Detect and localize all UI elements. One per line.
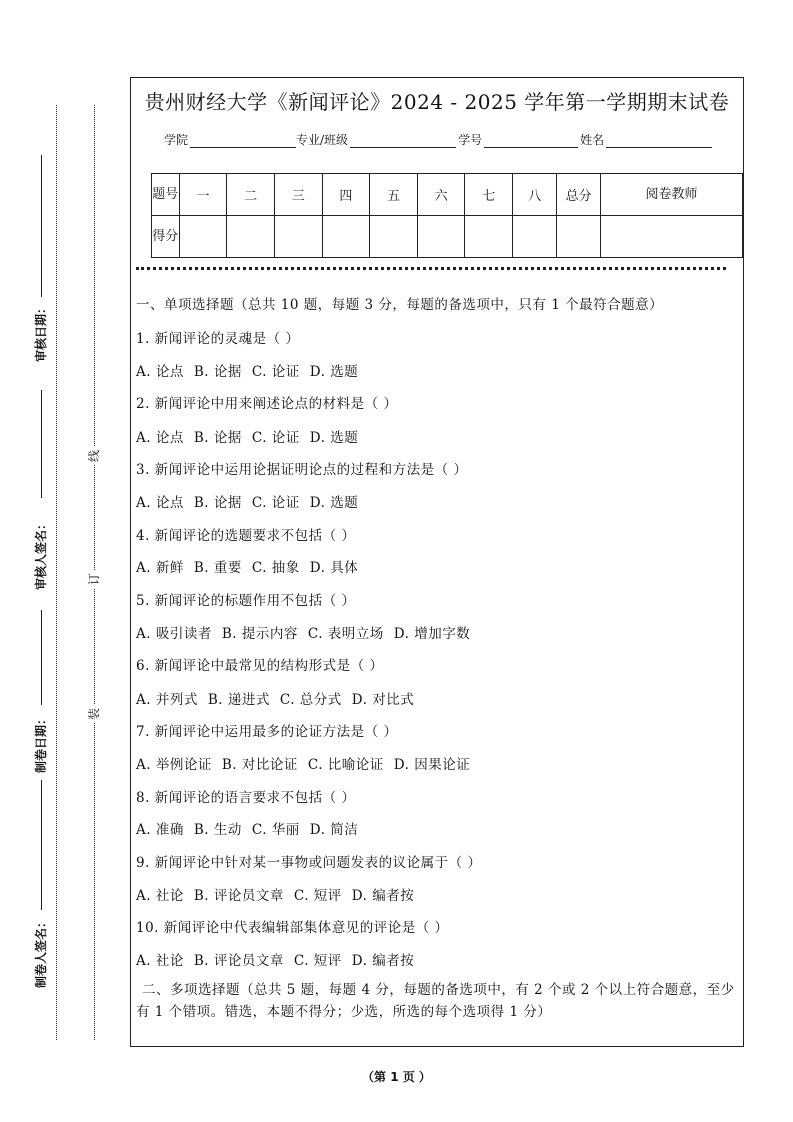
name-blank[interactable] (606, 133, 712, 148)
score-table-header-row (152, 174, 743, 216)
option-a: A. 新鲜 (136, 560, 184, 576)
major-class-blank[interactable] (350, 133, 456, 148)
exam-title: 贵州财经大学《新闻评论》2024 - 2025 学年第一学期期末试卷 (144, 90, 730, 114)
option-b: B. 论据 (193, 364, 242, 380)
option-b: B. 评论员文章 (193, 953, 284, 969)
option-c: C. 论证 (251, 430, 300, 446)
options-4 (136, 556, 368, 576)
col-6: 六 (417, 174, 465, 216)
question-number-label: 题号 (152, 174, 180, 216)
binding-char-line: 线 (85, 447, 103, 465)
option-a: A. 论点 (136, 430, 184, 446)
option-a: A. 论点 (136, 495, 184, 511)
option-d: D. 因果论证 (393, 757, 471, 773)
name-label: 姓名 (580, 133, 605, 147)
section1-header: 一、单项选择题（总共 10 题，每题 3 分，每题的备选项中，只有 1 个最符合题意） (136, 297, 664, 313)
options-9 (136, 884, 424, 904)
col-8: 八 (513, 174, 557, 216)
option-c: C. 论证 (251, 495, 300, 511)
reviewer-signature-blank[interactable] (41, 390, 42, 498)
option-d: D. 具体 (309, 560, 359, 576)
option-c: C. 比喻论证 (307, 757, 384, 773)
score-cell-6[interactable] (417, 216, 465, 258)
score-cell-grader[interactable] (601, 216, 743, 258)
option-c: C. 短评 (293, 888, 342, 904)
question-1: 1. 新闻评论的灵魂是（ ） (136, 331, 300, 347)
option-c: C. 总分式 (279, 692, 342, 708)
student-info-row (164, 131, 712, 148)
student-id-label: 学号 (458, 133, 483, 147)
major-class-label: 专业/班级 (296, 133, 349, 147)
option-b: B. 重要 (193, 560, 242, 576)
question-4: 4. 新闻评论的选题要求不包括（ ） (136, 528, 356, 544)
question-7: 7. 新闻评论中运用最多的论证方法是（ ） (136, 724, 398, 740)
score-label: 得分 (152, 216, 180, 258)
question-6: 6. 新闻评论中最常见的结构形式是（ ） (136, 658, 384, 674)
score-cell-1[interactable] (179, 216, 227, 258)
score-cell-3[interactable] (274, 216, 322, 258)
score-cell-8[interactable] (513, 216, 557, 258)
options-10 (136, 949, 424, 969)
preparer-signature-blank[interactable] (41, 780, 42, 910)
option-b: B. 递进式 (207, 692, 270, 708)
option-d: D. 选题 (309, 364, 359, 380)
option-c: C. 华丽 (251, 822, 300, 838)
option-b: B. 生动 (193, 822, 242, 838)
question-8: 8. 新闻评论的语言要求不包括（ ） (136, 790, 356, 806)
option-a: A. 举例论证 (136, 757, 212, 773)
student-id-blank[interactable] (484, 133, 578, 148)
options-6 (136, 688, 424, 708)
col-1: 一 (179, 174, 227, 216)
option-d: D. 增加字数 (393, 626, 471, 642)
col-3: 三 (274, 174, 322, 216)
prepare-date-blank[interactable] (41, 610, 42, 705)
options-8 (136, 818, 368, 838)
options-1 (136, 360, 368, 380)
option-a: A. 准确 (136, 822, 184, 838)
col-grader: 阅卷教师 (601, 174, 743, 216)
dotted-divider (136, 267, 726, 270)
score-cell-total[interactable] (557, 216, 601, 258)
question-5: 5. 新闻评论的标题作用不包括（ ） (136, 593, 356, 609)
outer-dotted-line (56, 105, 57, 1040)
option-d: D. 编者按 (351, 953, 415, 969)
option-a: A. 并列式 (136, 692, 198, 708)
option-b: B. 提示内容 (221, 626, 298, 642)
option-d: D. 选题 (309, 430, 359, 446)
option-c: C. 表明立场 (307, 626, 384, 642)
page-number: （第 1 页 ） (362, 1070, 431, 1084)
score-table-score-row (152, 216, 743, 258)
col-2: 二 (227, 174, 275, 216)
question-2: 2. 新闻评论中用来阐述论点的材料是（ ） (136, 396, 398, 412)
options-2 (136, 426, 368, 446)
binding-char-ding: 订 (85, 570, 103, 588)
review-date-blank[interactable] (41, 155, 42, 297)
review-date-label: 审核日期： (34, 301, 48, 362)
exam-frame (130, 77, 744, 1047)
option-c: C. 论证 (251, 364, 300, 380)
option-a: A. 社论 (136, 953, 184, 969)
college-blank[interactable] (190, 133, 296, 148)
score-cell-7[interactable] (465, 216, 513, 258)
col-5: 五 (370, 174, 418, 216)
score-table (151, 173, 743, 258)
preparer-signature-label: 制卷人签名： (34, 915, 48, 988)
binding-char-zhuang: 装 (85, 705, 103, 723)
option-a: A. 论点 (136, 364, 184, 380)
reviewer-signature-label: 审核人签名： (34, 517, 48, 590)
score-cell-4[interactable] (322, 216, 370, 258)
question-9: 9. 新闻评论中针对某一事物或问题发表的议论属于（ ） (136, 855, 482, 871)
score-cell-5[interactable] (370, 216, 418, 258)
option-a: A. 吸引读者 (136, 626, 212, 642)
options-5 (136, 622, 480, 642)
options-7 (136, 753, 480, 773)
section2-header: 二、多项选择题（总共 5 题，每题 4 分，每题的备选项中，有 2 个或 2 个以上符合题意，至少有 1 个错项。错选，本题不得分；少选，所选的每个选项得 1 分） (136, 982, 735, 1020)
college-label: 学院 (164, 133, 189, 147)
question-10: 10. 新闻评论中代表编辑部集体意见的评论是（ ） (136, 920, 449, 936)
option-d: D. 对比式 (351, 692, 415, 708)
option-d: D. 编者按 (351, 888, 415, 904)
prepare-date-label: 制卷日期： (34, 712, 48, 773)
options-3 (136, 491, 368, 511)
question-3: 3. 新闻评论中运用论据证明论点的过程和方法是（ ） (136, 462, 468, 478)
col-7: 七 (465, 174, 513, 216)
option-d: D. 简洁 (309, 822, 359, 838)
option-b: B. 论据 (193, 430, 242, 446)
option-a: A. 社论 (136, 888, 184, 904)
option-c: C. 抽象 (251, 560, 300, 576)
score-cell-2[interactable] (227, 216, 275, 258)
option-b: B. 论据 (193, 495, 242, 511)
option-b: B. 评论员文章 (193, 888, 284, 904)
option-c: C. 短评 (293, 953, 342, 969)
col-4: 四 (322, 174, 370, 216)
option-d: D. 选题 (309, 495, 359, 511)
option-b: B. 对比论证 (221, 757, 298, 773)
col-total: 总分 (557, 174, 601, 216)
